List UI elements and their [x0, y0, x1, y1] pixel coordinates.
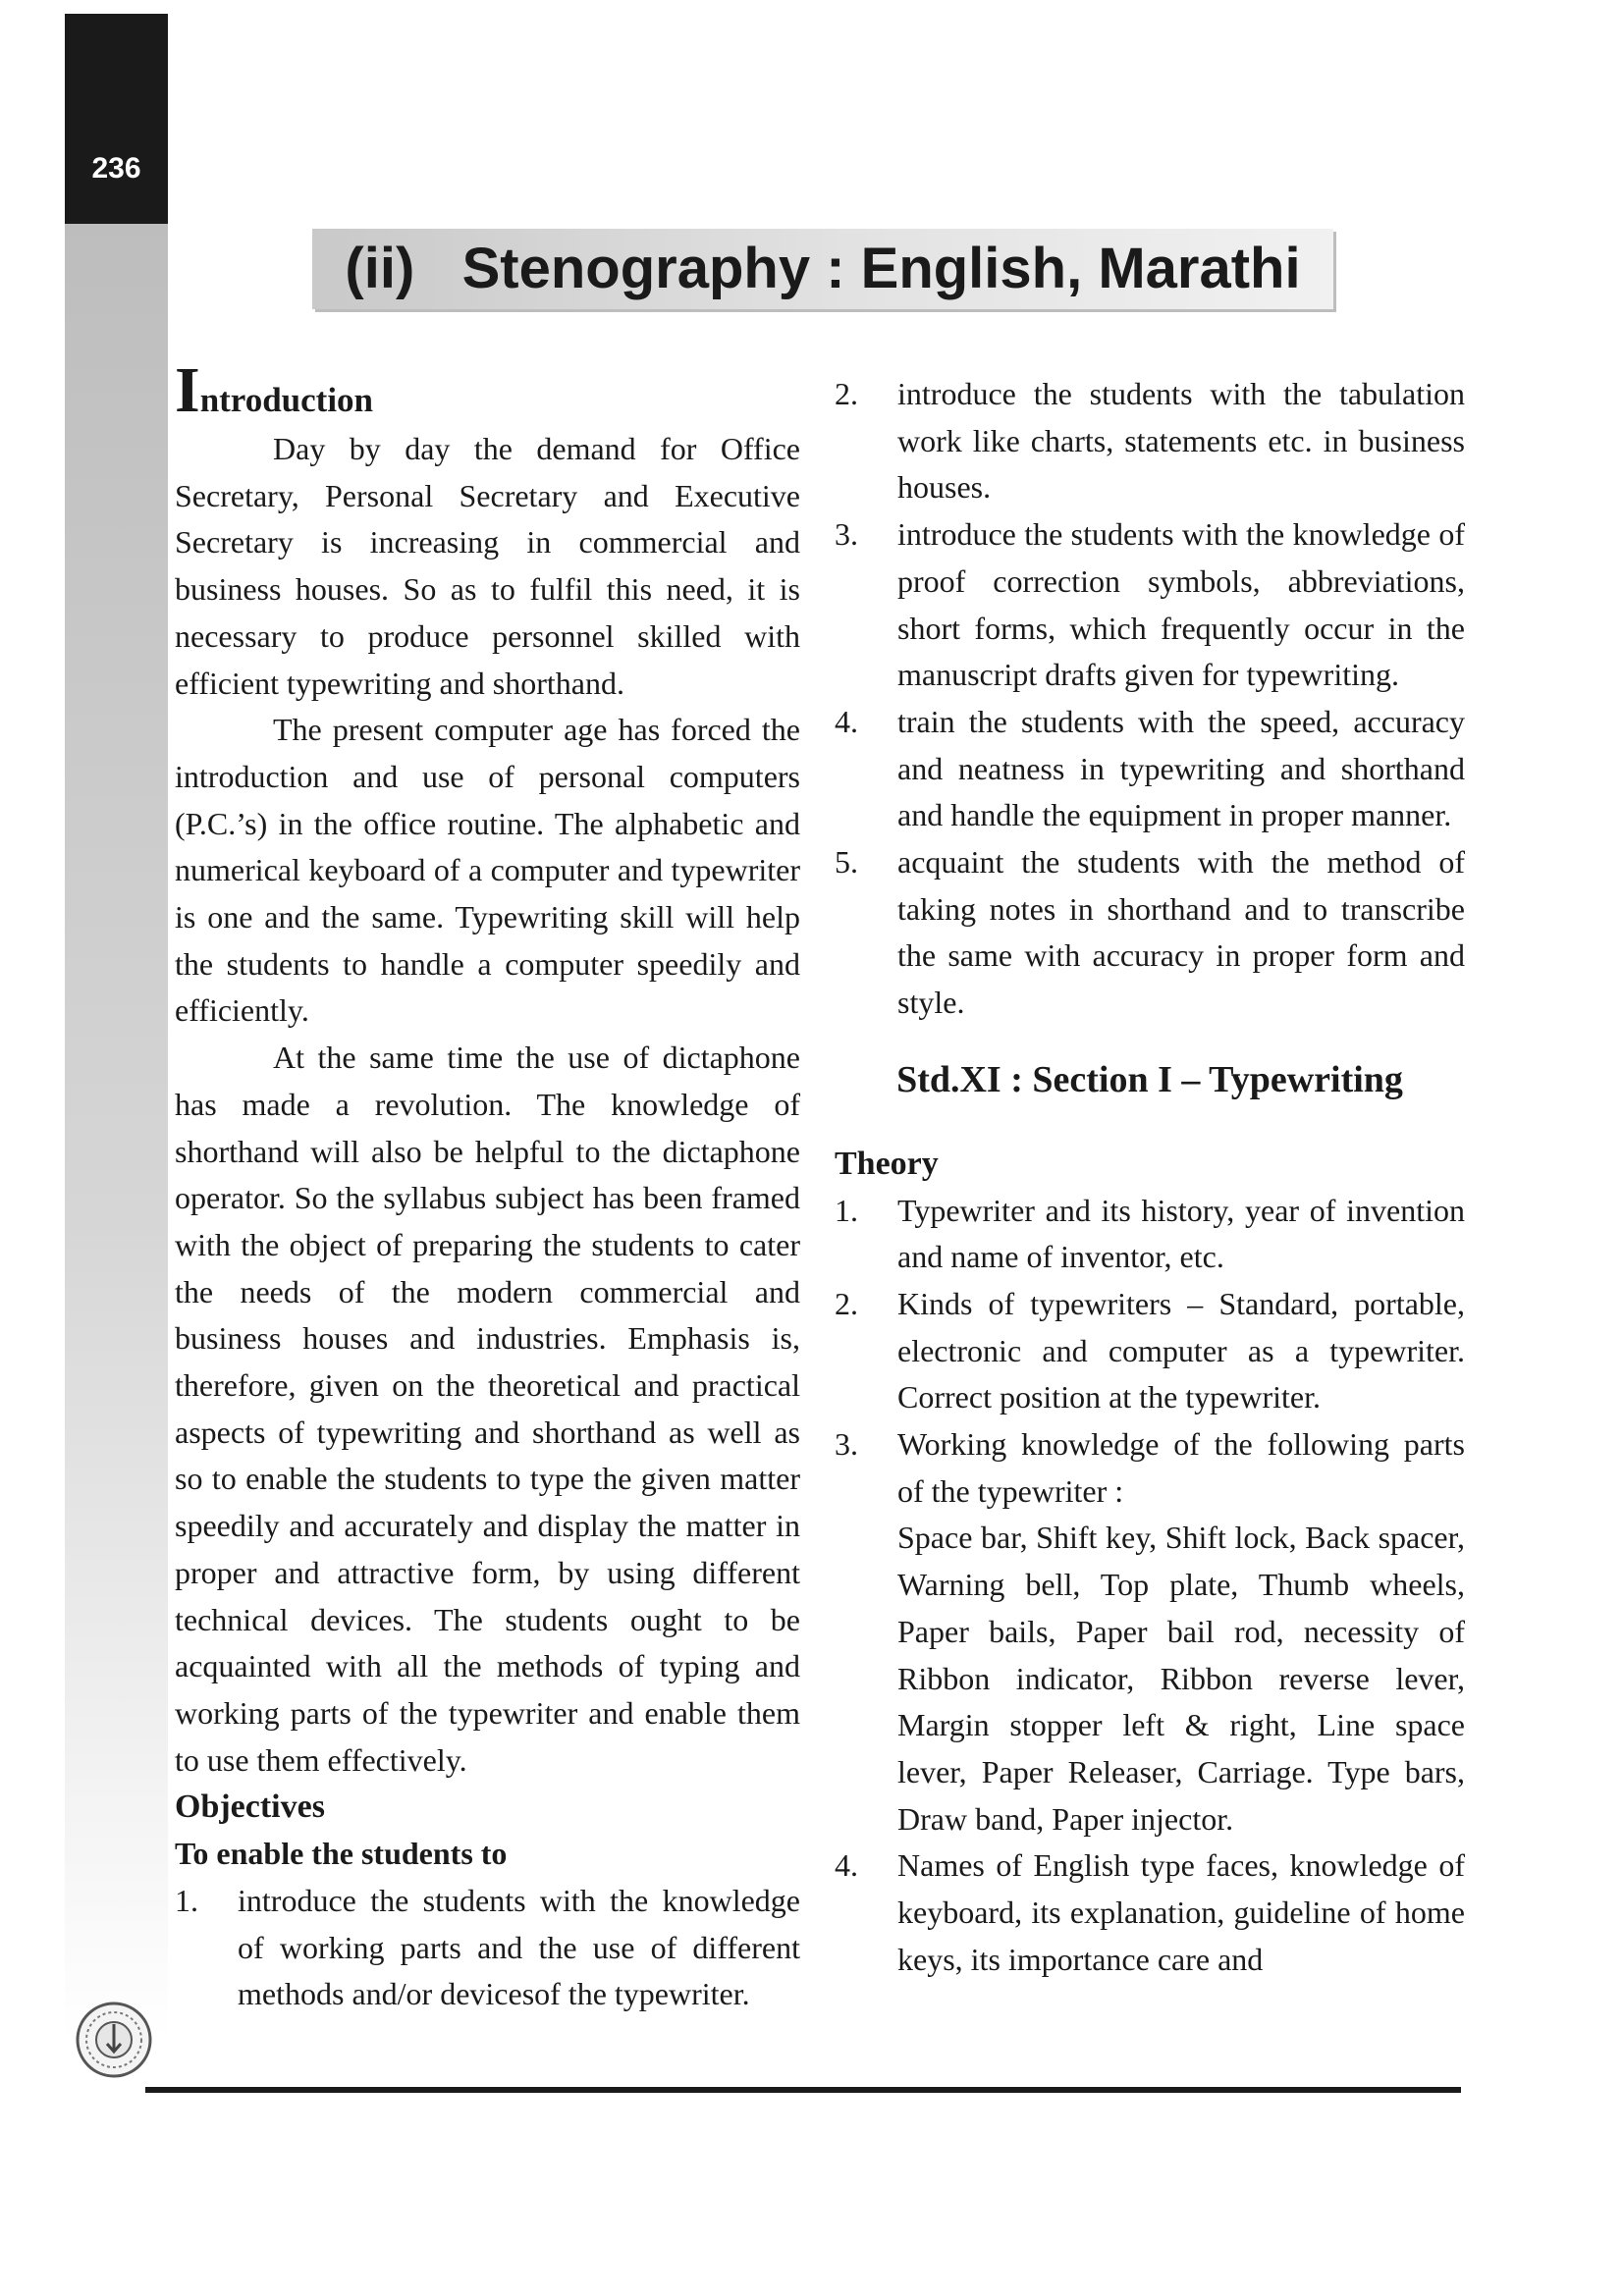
- objective-text: introduce the students with the tabulation work like charts, statements etc. in business houses.: [897, 376, 1465, 506]
- theory-number: 4.: [835, 1847, 858, 1884]
- theory-text: Working knowledge of the following parts of the typewriter :: [897, 1426, 1465, 1509]
- objective-number: 4.: [835, 703, 858, 739]
- theory-text: Names of English type faces, knowledge of keyboard, its explanation, guideline of home keys, its importance care and: [897, 1847, 1465, 1977]
- theory-heading: Theory: [835, 1145, 939, 1182]
- page-title: (ii) Stenography : English, Marathi: [345, 237, 1301, 300]
- theory-text: Kinds of typewriters – Standard, portable, electronic and computer as a typewriter. Correct position at the typewriter.: [897, 1285, 1465, 1415]
- introduction-heading: [175, 354, 800, 426]
- emblem-icon: [75, 2001, 153, 2079]
- intro-paragraph-1: Day by day the demand for Office Secretary, Personal Secretary and Executive Secretary is increasing in commercial and business houses. So as to fulfil this need, it is necessary to produce personnel skilled with efficient typewriting and shorthand.: [175, 431, 800, 701]
- section-heading: Std.XI : Section I – Typewriting: [896, 1058, 1403, 1100]
- objective-text: introduce the students with the knowledge of working parts and the use of different methods and/or devicesof the typewriter.: [238, 1882, 800, 2012]
- side-strip: [65, 224, 168, 2040]
- objective-number: 1.: [175, 1882, 198, 1918]
- objectives-list-part-1: [175, 1878, 800, 2018]
- objective-item: [835, 511, 1465, 699]
- left-column: [175, 354, 800, 2018]
- objective-text: acquaint the students with the method of taking notes in shorthand and to transcribe the same with accuracy in proper form and style.: [897, 844, 1465, 1021]
- theory-number: 1.: [835, 1192, 858, 1228]
- page-tab: [65, 14, 168, 224]
- objective-number: 3.: [835, 516, 858, 553]
- objective-number: 5.: [835, 844, 858, 881]
- theory-text: Typewriter and its history, year of invention and name of inventor, etc.: [897, 1192, 1465, 1275]
- drop-cap: I: [175, 354, 200, 426]
- theory-number: 2.: [835, 1285, 858, 1321]
- objective-item: [835, 839, 1465, 1027]
- theory-parts-list: Space bar, Shift key, Shift lock, Back spacer, Warning bell, Top plate, Thumb wheels, Paper bails, Paper bail rod, necessity of Ribbon indicator, Ribbon reverse lever, Margin stopper left & right, Line space lever, Paper Releaser, Carriage. Type bars, Draw band, Paper injector.: [897, 1520, 1465, 1837]
- introduction-heading-rest: ntroduction: [199, 381, 374, 419]
- objective-item: [175, 1878, 800, 2018]
- right-column: [835, 371, 1465, 1984]
- page-title-bar: [312, 229, 1333, 309]
- intro-paragraph-3: At the same time the use of dictaphone has made a revolution. The knowledge of shorthand will also be helpful to the dictaphone operator. So the syllabus subject has been framed with the object of preparing the students to cater the needs of the modern commercial and business houses and industries. Emphasis is, therefore, given on the theoretical and practical aspects of typewriting and shorthand as well as so to enable the students to type the given matter speedily and accurately and display the matter in proper and attractive form, by using different technical devices. The students ought to be acquainted with all the methods of typing and working parts of the typewriter and enable them to use them effectively.: [175, 1040, 800, 1778]
- theory-item: [835, 1188, 1465, 1281]
- objectives-heading: Objectives: [175, 1789, 325, 1826]
- page-number: 236: [91, 152, 141, 185]
- footer-rule: [145, 2087, 1461, 2093]
- objectives-list-part-2: [835, 371, 1465, 1027]
- theory-item: [835, 1842, 1465, 1983]
- objective-item: [835, 699, 1465, 839]
- objectives-subheading: To enable the students to: [175, 1836, 508, 1872]
- objective-item: [835, 371, 1465, 511]
- theory-list: [835, 1188, 1465, 1984]
- theory-item: [835, 1281, 1465, 1421]
- theory-number: 3.: [835, 1426, 858, 1463]
- theory-item: [835, 1421, 1465, 1842]
- objective-text: train the students with the speed, accuracy and neatness in typewriting and shorthand and handle the equipment in proper manner.: [897, 703, 1465, 833]
- objective-text: introduce the students with the knowledge of proof correction symbols, abbreviations, short forms, which frequently occur in the manuscript drafts given for typewriting.: [897, 516, 1465, 693]
- objective-number: 2.: [835, 376, 858, 411]
- intro-paragraph-2: The present computer age has forced the introduction and use of personal computers (P.C.’s) in the office routine. The alphabetic and numerical keyboard of a computer and typewriter is one and the same. Typewriting skill will help the students to handle a computer speedily and efficiently.: [175, 712, 800, 1029]
